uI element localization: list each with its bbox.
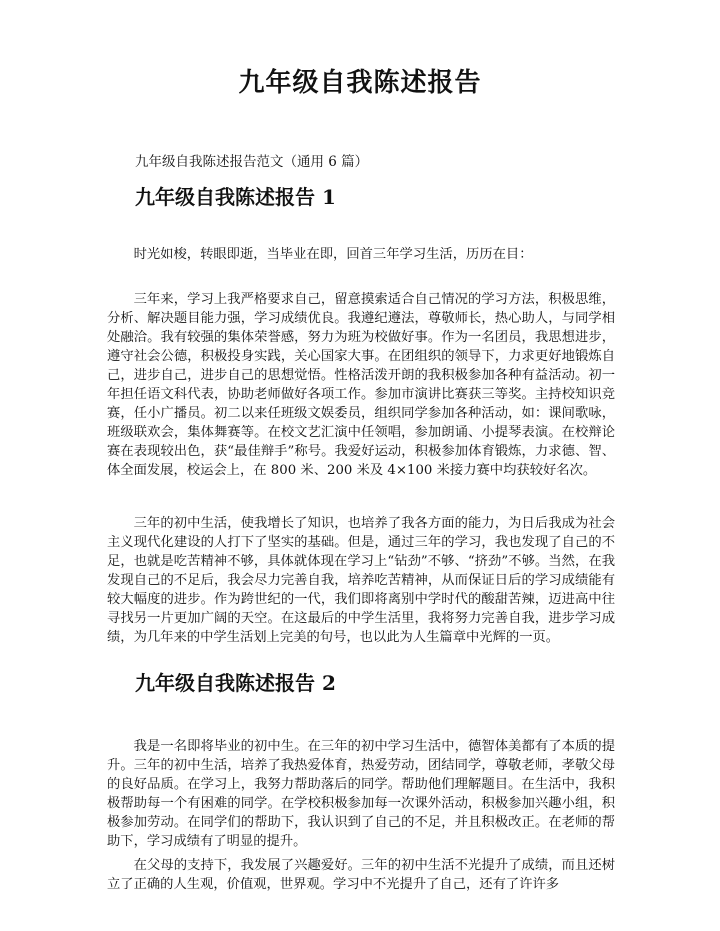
paragraph: 我是一名即将毕业的初中生。在三年的初中学习生活中，德智体美都有了本质的提升。三年的初中生活，培养了我热爱体育，热爱劳动，团结同学，尊敬老师，孝敬父母的良好品质。在学习上，我努力帮助落后的同学。帮助他们理解题目。在生活中，我积极帮助每一个有困难的同学。在学校积极参加每一次课外活动，积极参加兴趣小组，积极参加劳动。在同学们的帮助下，我认识到了自己的不足，并且积极改正。在老师的帮助下，学习成绩有了明显的提升。 [107,739,615,849]
document-subtitle: 九年级自我陈述报告范文（通用 6 篇） [135,154,369,170]
paragraph: 在父母的支持下，我发展了兴趣爱好。三年的初中生活不光提升了成绩，而且还树立了正确的人生观，价值观，世界观。学习中不光提升了自己，还有了许许多 [107,858,615,892]
paragraph: 三年来，学习上我严格要求自己，留意摸索适合自己情况的学习方法，积极思维，分析、解决题目能力强，学习成绩优良。我遵纪遵法，尊敬师长，热心助人，与同学相处融洽。我有较强的集体荣誉感，努力为班为校做好事。作为一名团员，我思想进步，遵守社会公德，积极投身实践，关心国家大事。在团组织的领导下，力求更好地锻炼自己，进步自己，进步自己的思想觉悟。性格活泼开朗的我积极参加各种有益活动。初一年担任语文科代表，协助老师做好各项工作。参加市演讲比赛获三等奖。主持校知识竞赛，任小广播员。初二以来任班级文娱委员，组织同学参加各种活动，如：课间歌咏，班级联欢会，集体舞赛等。在校文艺汇演中任领唱，参加朗诵、小提琴表演。在校辩论赛在表现较出色，获“最佳辩手”称号。我爱好运动，积极参加体育锻炼，力求德、智、体全面发展，校运会上，在 800 米、200 米及 4×100 米接力赛中均获较好名次。 [107,292,615,478]
page-title: 九年级自我陈述报告 [238,68,482,98]
paragraph: 时光如梭，转眼即逝，当毕业在即，回首三年学习生活，历历在目： [133,247,533,262]
paragraph: 三年的初中生活，使我增长了知识，也培养了我各方面的能力，为日后我成为社会主义现代化建设的人打下了坚实的基础。但是，通过三年的学习，我也发现了自己的不足，也就是吃苦精神不够，具体就体现在学习上“钻劲”不够、“挤劲”不够。当然，在我发现自己的不足后，我会尽力完善自我，培养吃苦精神，从而保证日后的学习成绩能有较大幅度的进步。作为跨世纪的一代，我们即将离别中学时代的酸甜苦辣，迈进高中往寻找另一片更加广阔的天空。在这最后的中学生活里，我将努力完善自我，进步学习成绩，为几年来的中学生活划上完美的句号，也以此为人生篇章中光辉的一页。 [107,516,615,645]
section-heading-2: 九年级自我陈述报告 2 [135,671,336,695]
section-heading-1: 九年级自我陈述报告 1 [135,185,336,209]
